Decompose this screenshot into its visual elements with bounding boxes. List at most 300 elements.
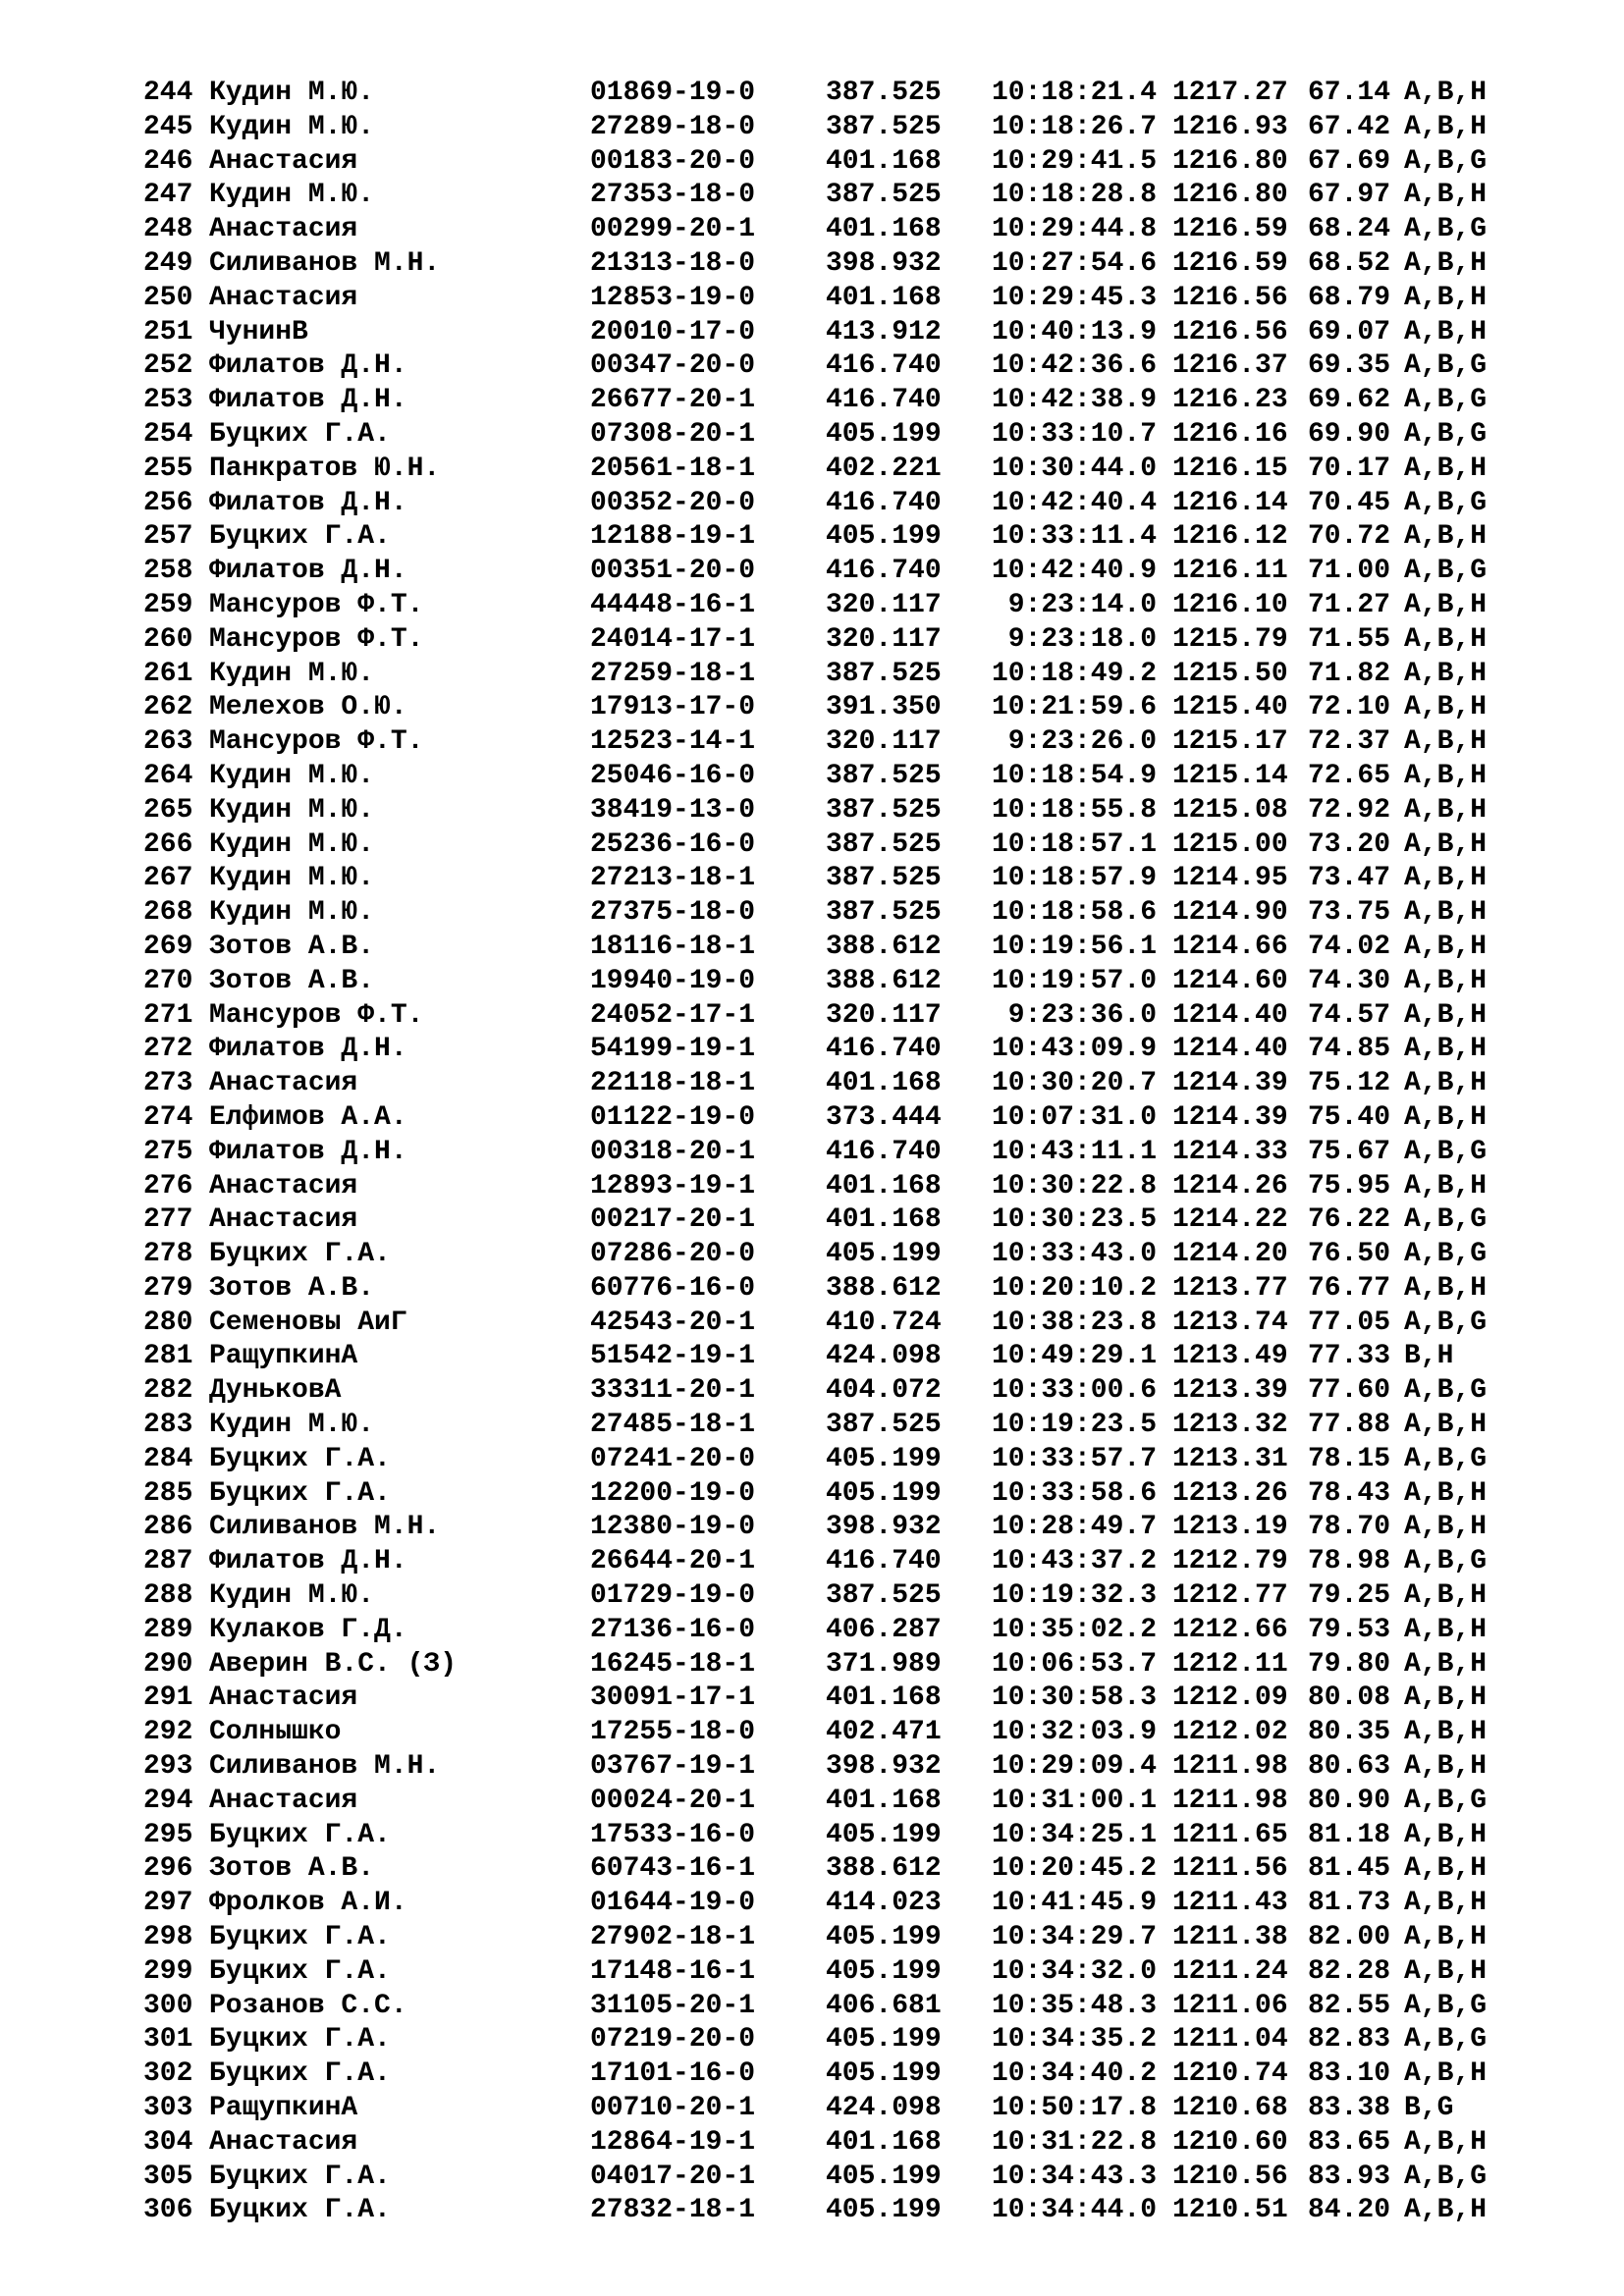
categories-cell: A,B,H [1404, 1272, 1488, 1304]
table-row [143, 453, 1487, 487]
coefficient-cell: 81.45 [1308, 1853, 1391, 1885]
fancier-name-cell: Буцких Г.А. [209, 418, 391, 450]
ring-number-cell: 12380-19-0 [590, 1512, 756, 1543]
categories-cell: A,B,H [1404, 1955, 1488, 1987]
table-row [143, 2161, 1487, 2195]
speed-cell: 1216.14 [1172, 487, 1288, 518]
ring-number-cell: 21313-18-0 [590, 247, 756, 279]
coefficient-cell: 77.33 [1308, 1341, 1391, 1372]
table-row [143, 1819, 1487, 1853]
distance-cell: 406.681 [826, 1990, 942, 2021]
ring-number-cell: 27353-18-0 [590, 180, 756, 211]
distance-cell: 405.199 [826, 2161, 942, 2192]
place-cell: 247 [143, 180, 193, 211]
categories-cell: A,B,H [1404, 111, 1488, 142]
table-row [143, 555, 1487, 589]
coefficient-cell: 73.75 [1308, 897, 1391, 929]
ring-number-cell: 18116-18-1 [590, 931, 756, 962]
categories-cell: A,B,H [1404, 453, 1488, 484]
place-cell: 258 [143, 556, 193, 587]
table-row [143, 247, 1487, 282]
place-cell: 288 [143, 1580, 193, 1612]
categories-cell: A,B,H [1404, 316, 1488, 347]
arrival-time-cell: 10:42:40.4 [991, 487, 1157, 518]
categories-cell: A,B,H [1404, 247, 1488, 279]
table-row [143, 2126, 1487, 2161]
speed-cell: 1210.68 [1172, 2093, 1288, 2124]
table-row [143, 1716, 1487, 1750]
distance-cell: 320.117 [826, 623, 942, 655]
speed-cell: 1214.40 [1172, 1034, 1288, 1065]
speed-cell: 1211.06 [1172, 1990, 1288, 2021]
categories-cell: A,B,G [1404, 1990, 1488, 2021]
distance-cell: 405.199 [826, 418, 942, 450]
arrival-time-cell: 10:33:11.4 [991, 521, 1157, 553]
coefficient-cell: 73.20 [1308, 828, 1391, 860]
place-cell: 250 [143, 282, 193, 313]
speed-cell: 1212.66 [1172, 1614, 1288, 1645]
place-cell: 291 [143, 1682, 193, 1714]
arrival-time-cell: 10:33:10.7 [991, 418, 1157, 450]
distance-cell: 387.525 [826, 794, 942, 826]
fancier-name-cell: Кудин М.Ю. [209, 78, 375, 108]
fancier-name-cell: Кудин М.Ю. [209, 1410, 375, 1441]
categories-cell: A,B,H [1404, 78, 1488, 108]
table-row [143, 1614, 1487, 1648]
categories-cell: A,B,H [1404, 1580, 1488, 1612]
speed-cell: 1211.24 [1172, 1955, 1288, 1987]
arrival-time-cell: 10:18:28.8 [991, 180, 1157, 211]
ring-number-cell: 17255-18-0 [590, 1717, 756, 1748]
coefficient-cell: 80.35 [1308, 1717, 1391, 1748]
ring-number-cell: 07241-20-0 [590, 1443, 756, 1474]
coefficient-cell: 78.43 [1308, 1477, 1391, 1509]
speed-cell: 1214.22 [1172, 1204, 1288, 1236]
place-cell: 244 [143, 78, 193, 108]
ring-number-cell: 20010-17-0 [590, 316, 756, 347]
distance-cell: 405.199 [826, 1819, 942, 1850]
categories-cell: B,H [1404, 1341, 1454, 1372]
speed-cell: 1215.08 [1172, 794, 1288, 826]
coefficient-cell: 82.83 [1308, 2024, 1391, 2056]
coefficient-cell: 76.50 [1308, 1239, 1391, 1270]
arrival-time-cell: 10:06:53.7 [991, 1648, 1157, 1680]
arrival-time-cell: 10:29:41.5 [991, 145, 1157, 177]
table-row [143, 1340, 1487, 1374]
speed-cell: 1214.39 [1172, 1068, 1288, 1099]
coefficient-cell: 73.47 [1308, 863, 1391, 894]
categories-cell: A,B,G [1404, 1307, 1488, 1338]
fancier-name-cell: Буцких Г.А. [209, 1955, 391, 1987]
coefficient-cell: 67.69 [1308, 145, 1391, 177]
categories-cell: A,B,H [1404, 1717, 1488, 1748]
coefficient-cell: 70.72 [1308, 521, 1391, 553]
ring-number-cell: 60776-16-0 [590, 1272, 756, 1304]
coefficient-cell: 72.10 [1308, 692, 1391, 723]
speed-cell: 1217.27 [1172, 78, 1288, 108]
arrival-time-cell: 10:19:32.3 [991, 1580, 1157, 1612]
coefficient-cell: 70.45 [1308, 487, 1391, 518]
ring-number-cell: 07308-20-1 [590, 418, 756, 450]
table-row [143, 1648, 1487, 1682]
place-cell: 304 [143, 2126, 193, 2158]
categories-cell: A,B,H [1404, 965, 1488, 996]
ring-number-cell: 07219-20-0 [590, 2024, 756, 2056]
coefficient-cell: 78.70 [1308, 1512, 1391, 1543]
table-row [143, 1136, 1487, 1170]
fancier-name-cell: ДуньковА [209, 1375, 342, 1407]
distance-cell: 401.168 [826, 1682, 942, 1714]
place-cell: 306 [143, 2195, 193, 2226]
categories-cell: A,B,G [1404, 145, 1488, 177]
arrival-time-cell: 10:50:17.8 [991, 2093, 1157, 2124]
place-cell: 261 [143, 658, 193, 689]
categories-cell: A,B,G [1404, 556, 1488, 587]
coefficient-cell: 71.27 [1308, 589, 1391, 620]
distance-cell: 416.740 [826, 350, 942, 382]
place-cell: 292 [143, 1717, 193, 1748]
categories-cell: A,B,H [1404, 863, 1488, 894]
coefficient-cell: 78.15 [1308, 1443, 1391, 1474]
table-row [143, 658, 1487, 692]
coefficient-cell: 75.67 [1308, 1136, 1391, 1167]
ring-number-cell: 60743-16-1 [590, 1853, 756, 1885]
fancier-name-cell: Зотов А.В. [209, 965, 375, 996]
categories-cell: A,B,H [1404, 1648, 1488, 1680]
distance-cell: 387.525 [826, 1410, 942, 1441]
ring-number-cell: 27902-18-1 [590, 1922, 756, 1953]
categories-cell: A,B,H [1404, 1068, 1488, 1099]
speed-cell: 1212.11 [1172, 1648, 1288, 1680]
arrival-time-cell: 10:49:29.1 [991, 1341, 1157, 1372]
place-cell: 265 [143, 794, 193, 826]
categories-cell: A,B,G [1404, 350, 1488, 382]
ring-number-cell: 38419-13-0 [590, 794, 756, 826]
categories-cell: A,B,H [1404, 1888, 1488, 1919]
coefficient-cell: 79.80 [1308, 1648, 1391, 1680]
speed-cell: 1216.11 [1172, 556, 1288, 587]
distance-cell: 387.525 [826, 111, 942, 142]
distance-cell: 398.932 [826, 247, 942, 279]
ring-number-cell: 27832-18-1 [590, 2195, 756, 2226]
ring-number-cell: 19940-19-0 [590, 965, 756, 996]
arrival-time-cell: 10:34:44.0 [991, 2195, 1157, 2226]
fancier-name-cell: Филатов Д.Н. [209, 1136, 407, 1167]
distance-cell: 387.525 [826, 863, 942, 894]
ring-number-cell: 17101-16-0 [590, 2058, 756, 2090]
categories-cell: A,B,G [1404, 418, 1488, 450]
table-row [143, 384, 1487, 418]
arrival-time-cell: 10:30:44.0 [991, 453, 1157, 484]
coefficient-cell: 84.20 [1308, 2195, 1391, 2226]
categories-cell: A,B,H [1404, 2126, 1488, 2158]
arrival-time-cell: 10:33:58.6 [991, 1477, 1157, 1509]
speed-cell: 1214.20 [1172, 1239, 1288, 1270]
coefficient-cell: 72.92 [1308, 794, 1391, 826]
distance-cell: 416.740 [826, 1034, 942, 1065]
distance-cell: 387.525 [826, 78, 942, 108]
place-cell: 294 [143, 1785, 193, 1816]
fancier-name-cell: Кудин М.Ю. [209, 1580, 375, 1612]
distance-cell: 387.525 [826, 658, 942, 689]
speed-cell: 1216.59 [1172, 214, 1288, 245]
distance-cell: 391.350 [826, 692, 942, 723]
table-row [143, 760, 1487, 794]
table-row [143, 1955, 1487, 1990]
table-row [143, 1579, 1487, 1614]
fancier-name-cell: Буцких Г.А. [209, 2058, 391, 2090]
distance-cell: 406.287 [826, 1614, 942, 1645]
coefficient-cell: 67.42 [1308, 111, 1391, 142]
categories-cell: A,B,H [1404, 658, 1488, 689]
distance-cell: 416.740 [826, 556, 942, 587]
categories-cell: A,B,H [1404, 1170, 1488, 1201]
table-row [143, 1887, 1487, 1921]
fancier-name-cell: Анастасия [209, 1785, 358, 1816]
ring-number-cell: 27259-18-1 [590, 658, 756, 689]
table-row [143, 1238, 1487, 1272]
ring-number-cell: 26677-20-1 [590, 385, 756, 416]
speed-cell: 1215.14 [1172, 760, 1288, 791]
place-cell: 298 [143, 1922, 193, 1953]
table-row [143, 145, 1487, 180]
coefficient-cell: 71.00 [1308, 556, 1391, 587]
speed-cell: 1216.80 [1172, 180, 1288, 211]
place-cell: 301 [143, 2024, 193, 2056]
speed-cell: 1216.93 [1172, 111, 1288, 142]
table-row [143, 1374, 1487, 1409]
arrival-time-cell: 10:19:23.5 [991, 1410, 1157, 1441]
ring-number-cell: 33311-20-1 [590, 1375, 756, 1407]
speed-cell: 1214.26 [1172, 1170, 1288, 1201]
place-cell: 286 [143, 1512, 193, 1543]
place-cell: 253 [143, 385, 193, 416]
fancier-name-cell: Аверин В.С. (З) [209, 1648, 458, 1680]
categories-cell: A,B,H [1404, 521, 1488, 553]
fancier-name-cell: Филатов Д.Н. [209, 487, 407, 518]
ring-number-cell: 00299-20-1 [590, 214, 756, 245]
categories-cell: A,B,G [1404, 1136, 1488, 1167]
distance-cell: 387.525 [826, 897, 942, 929]
table-row [143, 1511, 1487, 1545]
speed-cell: 1215.79 [1172, 623, 1288, 655]
speed-cell: 1211.56 [1172, 1853, 1288, 1885]
arrival-time-cell: 10:18:21.4 [991, 78, 1157, 108]
fancier-name-cell: Кудин М.Ю. [209, 897, 375, 929]
fancier-name-cell: Мансуров Ф.Т. [209, 999, 424, 1031]
ring-number-cell: 51542-19-1 [590, 1341, 756, 1372]
coefficient-cell: 74.02 [1308, 931, 1391, 962]
coefficient-cell: 67.97 [1308, 180, 1391, 211]
fancier-name-cell: Филатов Д.Н. [209, 350, 407, 382]
table-row [143, 1545, 1487, 1579]
arrival-time-cell: 10:30:22.8 [991, 1170, 1157, 1201]
arrival-time-cell: 10:31:00.1 [991, 1785, 1157, 1816]
place-cell: 248 [143, 214, 193, 245]
ring-number-cell: 12893-19-1 [590, 1170, 756, 1201]
ring-number-cell: 17913-17-0 [590, 692, 756, 723]
distance-cell: 401.168 [826, 145, 942, 177]
arrival-time-cell: 10:34:25.1 [991, 1819, 1157, 1850]
categories-cell: A,B,H [1404, 1819, 1488, 1850]
fancier-name-cell: Фролков А.И. [209, 1888, 407, 1919]
place-cell: 257 [143, 521, 193, 553]
fancier-name-cell: Буцких Г.А. [209, 2161, 391, 2192]
arrival-time-cell: 10:18:54.9 [991, 760, 1157, 791]
arrival-time-cell: 10:28:49.7 [991, 1512, 1157, 1543]
speed-cell: 1211.65 [1172, 1819, 1288, 1850]
coefficient-cell: 83.93 [1308, 2161, 1391, 2192]
place-cell: 267 [143, 863, 193, 894]
distance-cell: 401.168 [826, 282, 942, 313]
coefficient-cell: 83.65 [1308, 2126, 1391, 2158]
table-row [143, 862, 1487, 896]
distance-cell: 401.168 [826, 1785, 942, 1816]
place-cell: 277 [143, 1204, 193, 1236]
ring-number-cell: 26644-20-1 [590, 1546, 756, 1577]
fancier-name-cell: Буцких Г.А. [209, 1239, 391, 1270]
distance-cell: 405.199 [826, 1239, 942, 1270]
categories-cell: A,B,H [1404, 1410, 1488, 1441]
ring-number-cell: 00183-20-0 [590, 145, 756, 177]
ring-number-cell: 25236-16-0 [590, 828, 756, 860]
table-row [143, 282, 1487, 316]
categories-cell: A,B,H [1404, 1101, 1488, 1133]
ring-number-cell: 24014-17-1 [590, 623, 756, 655]
table-row [143, 1101, 1487, 1136]
arrival-time-cell: 10:30:58.3 [991, 1682, 1157, 1714]
speed-cell: 1213.49 [1172, 1341, 1288, 1372]
speed-cell: 1214.95 [1172, 863, 1288, 894]
speed-cell: 1214.39 [1172, 1101, 1288, 1133]
speed-cell: 1214.40 [1172, 999, 1288, 1031]
categories-cell: A,B,G [1404, 1239, 1488, 1270]
fancier-name-cell: Кудин М.Ю. [209, 863, 375, 894]
ring-number-cell: 27213-18-1 [590, 863, 756, 894]
speed-cell: 1216.12 [1172, 521, 1288, 553]
table-row [143, 965, 1487, 999]
coefficient-cell: 76.22 [1308, 1204, 1391, 1236]
ring-number-cell: 30091-17-1 [590, 1682, 756, 1714]
table-row [143, 1272, 1487, 1307]
categories-cell: A,B,G [1404, 1204, 1488, 1236]
place-cell: 251 [143, 316, 193, 347]
fancier-name-cell: Анастасия [209, 2126, 358, 2158]
fancier-name-cell: Панкратов Ю.Н. [209, 453, 441, 484]
ring-number-cell: 01644-19-0 [590, 1888, 756, 1919]
table-row [143, 1682, 1487, 1716]
arrival-time-cell: 10:31:22.8 [991, 2126, 1157, 2158]
categories-cell: A,B,H [1404, 1477, 1488, 1509]
ring-number-cell: 42543-20-1 [590, 1307, 756, 1338]
distance-cell: 320.117 [826, 589, 942, 620]
categories-cell: A,B,H [1404, 828, 1488, 860]
speed-cell: 1212.09 [1172, 1682, 1288, 1714]
arrival-time-cell: 10:34:29.7 [991, 1922, 1157, 1953]
distance-cell: 373.444 [826, 1101, 942, 1133]
ring-number-cell: 03767-19-1 [590, 1751, 756, 1783]
coefficient-cell: 74.30 [1308, 965, 1391, 996]
categories-cell: A,B,G [1404, 1785, 1488, 1816]
ring-number-cell: 54199-19-1 [590, 1034, 756, 1065]
speed-cell: 1213.31 [1172, 1443, 1288, 1474]
speed-cell: 1215.50 [1172, 658, 1288, 689]
coefficient-cell: 70.17 [1308, 453, 1391, 484]
coefficient-cell: 75.95 [1308, 1170, 1391, 1201]
categories-cell: A,B,H [1404, 1853, 1488, 1885]
categories-cell: A,B,H [1404, 999, 1488, 1031]
coefficient-cell: 71.55 [1308, 623, 1391, 655]
place-cell: 284 [143, 1443, 193, 1474]
categories-cell: A,B,H [1404, 2195, 1488, 2226]
table-row [143, 2023, 1487, 2057]
arrival-time-cell: 10:34:32.0 [991, 1955, 1157, 1987]
distance-cell: 414.023 [826, 1888, 942, 1919]
arrival-time-cell: 10:35:02.2 [991, 1614, 1157, 1645]
place-cell: 303 [143, 2093, 193, 2124]
distance-cell: 320.117 [826, 999, 942, 1031]
table-row [143, 725, 1487, 760]
table-row [143, 1170, 1487, 1204]
table-row [143, 1033, 1487, 1067]
speed-cell: 1212.02 [1172, 1717, 1288, 1748]
arrival-time-cell: 10:42:38.9 [991, 385, 1157, 416]
place-cell: 289 [143, 1614, 193, 1645]
coefficient-cell: 75.12 [1308, 1068, 1391, 1099]
speed-cell: 1215.40 [1172, 692, 1288, 723]
fancier-name-cell: Кудин М.Ю. [209, 180, 375, 211]
coefficient-cell: 68.24 [1308, 214, 1391, 245]
fancier-name-cell: Мансуров Ф.Т. [209, 589, 424, 620]
speed-cell: 1214.90 [1172, 897, 1288, 929]
place-cell: 290 [143, 1648, 193, 1680]
distance-cell: 405.199 [826, 2058, 942, 2090]
distance-cell: 387.525 [826, 180, 942, 211]
place-cell: 297 [143, 1888, 193, 1919]
place-cell: 299 [143, 1955, 193, 1987]
place-cell: 274 [143, 1101, 193, 1133]
coefficient-cell: 80.90 [1308, 1785, 1391, 1816]
distance-cell: 404.072 [826, 1375, 942, 1407]
table-row [143, 2092, 1487, 2126]
fancier-name-cell: Семеновы АиГ [209, 1307, 407, 1338]
fancier-name-cell: Буцких Г.А. [209, 1477, 391, 1509]
ring-number-cell: 00351-20-0 [590, 556, 756, 587]
distance-cell: 388.612 [826, 931, 942, 962]
speed-cell: 1213.32 [1172, 1410, 1288, 1441]
distance-cell: 405.199 [826, 1477, 942, 1509]
distance-cell: 387.525 [826, 760, 942, 791]
distance-cell: 424.098 [826, 2093, 942, 2124]
speed-cell: 1216.80 [1172, 145, 1288, 177]
place-cell: 281 [143, 1341, 193, 1372]
speed-cell: 1216.15 [1172, 453, 1288, 484]
ring-number-cell: 07286-20-0 [590, 1239, 756, 1270]
distance-cell: 405.199 [826, 1922, 942, 1953]
categories-cell: A,B,G [1404, 487, 1488, 518]
table-row [143, 1785, 1487, 1819]
place-cell: 271 [143, 999, 193, 1031]
fancier-name-cell: Елфимов А.А. [209, 1101, 407, 1133]
coefficient-cell: 80.63 [1308, 1751, 1391, 1783]
coefficient-cell: 69.90 [1308, 418, 1391, 450]
arrival-time-cell: 10:29:44.8 [991, 214, 1157, 245]
place-cell: 268 [143, 897, 193, 929]
fancier-name-cell: Филатов Д.Н. [209, 385, 407, 416]
table-row [143, 1307, 1487, 1341]
arrival-time-cell: 9:23:14.0 [1007, 589, 1157, 620]
place-cell: 266 [143, 828, 193, 860]
